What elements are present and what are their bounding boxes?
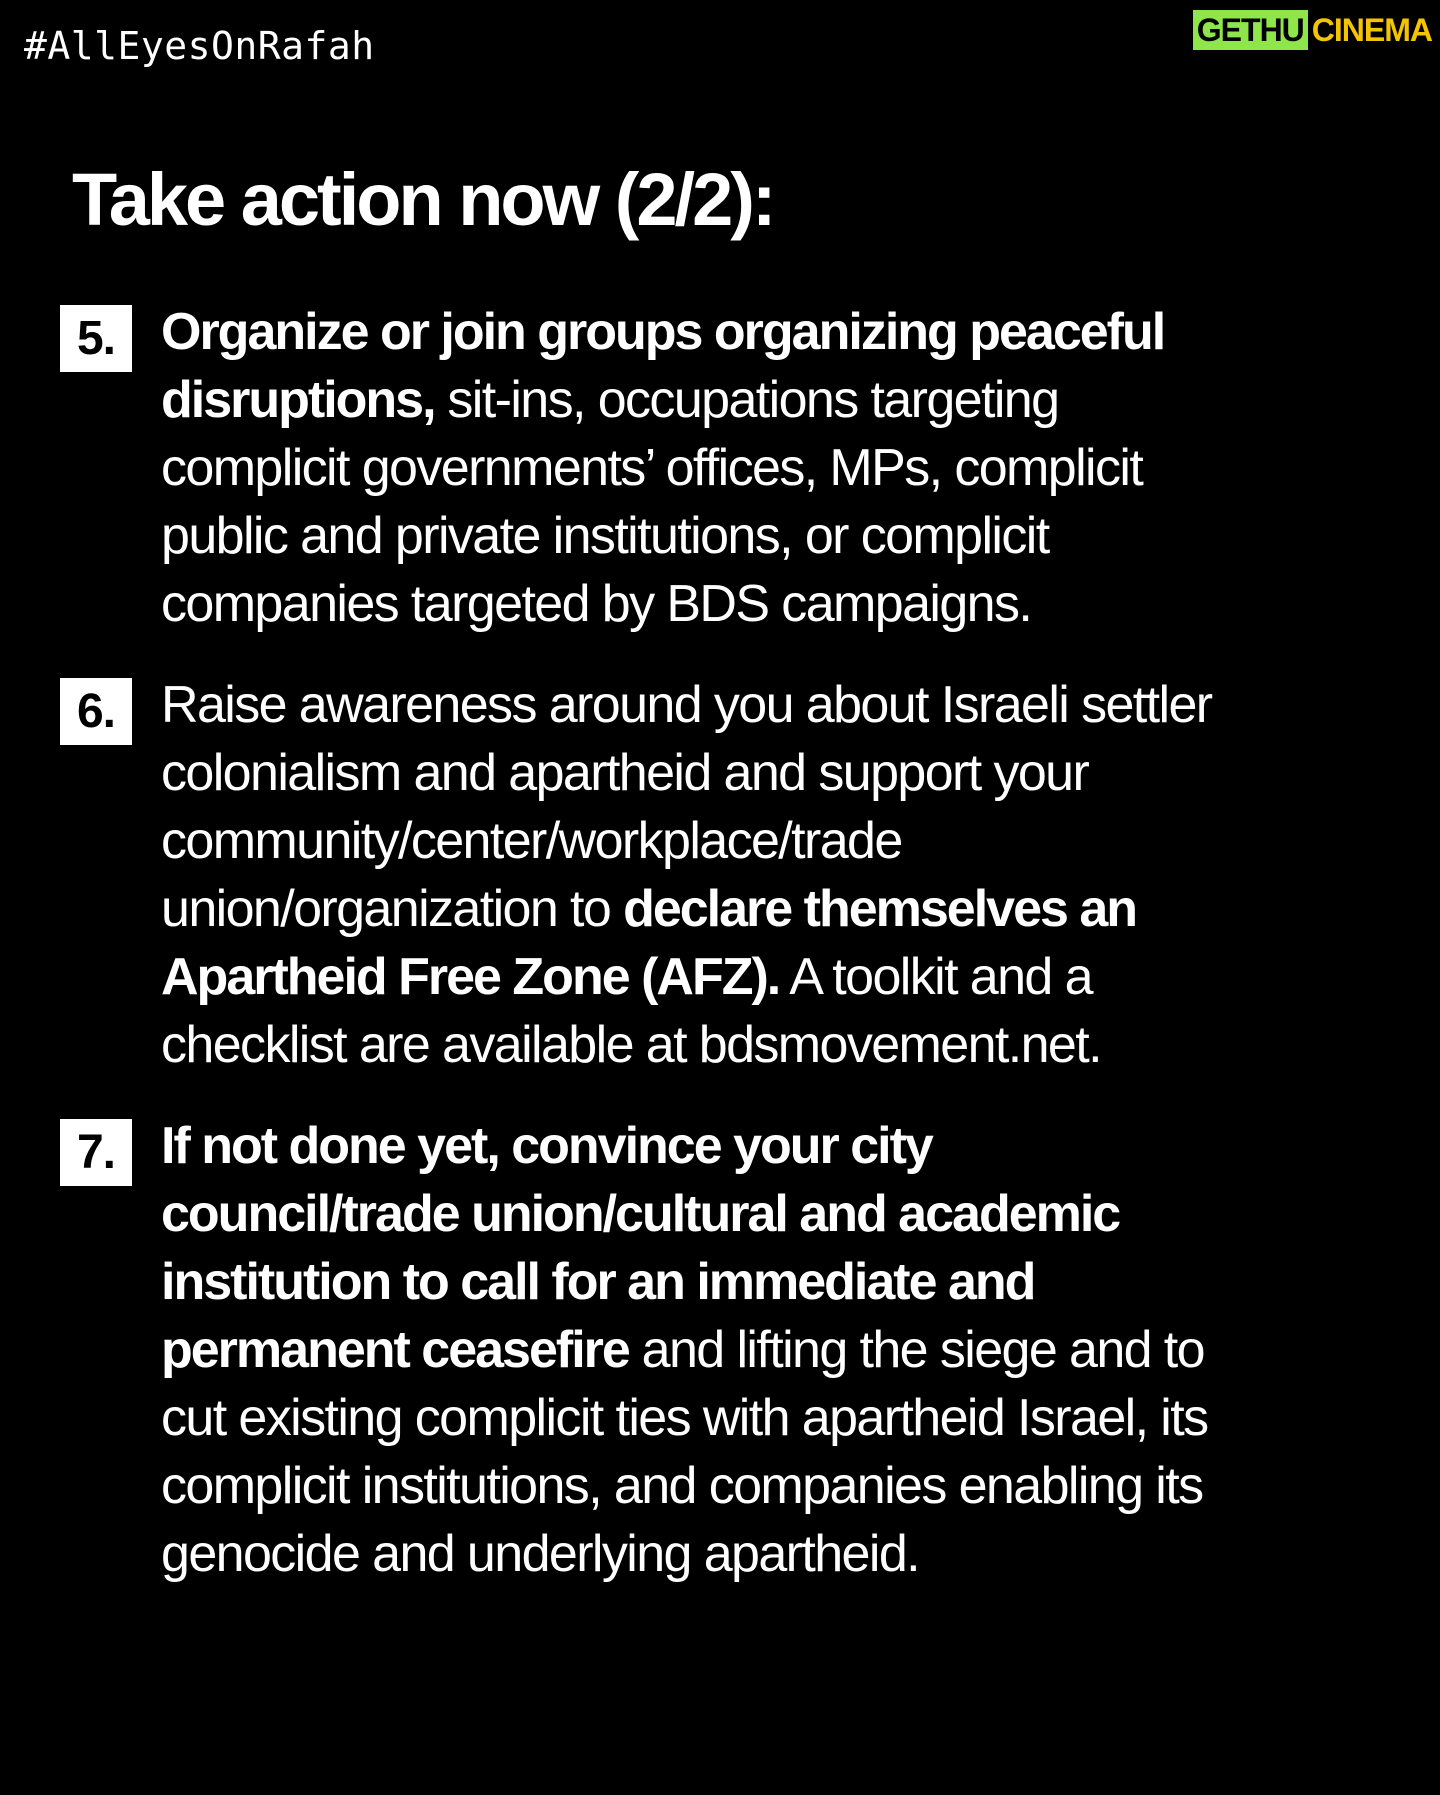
text-normal: checklist are available at bdsmovement.net. xyxy=(161,1016,1101,1074)
item-number-badge: 7. xyxy=(60,1119,132,1186)
text-bold: council/trade union/cultural and academic xyxy=(161,1185,1120,1243)
action-item-text xyxy=(161,298,1371,638)
text-bold: If not done yet, convince your city xyxy=(161,1117,932,1175)
text-normal: public and private institutions, or complicit xyxy=(161,507,1049,565)
logo-text-cinema: CINEMA xyxy=(1311,12,1432,48)
text-bold: permanent ceasefire xyxy=(161,1321,629,1379)
text-normal: colonialism and apartheid and support your xyxy=(161,744,1089,802)
text-normal: genocide and underlying apartheid. xyxy=(161,1525,919,1583)
page-title: Take action now (2/2): xyxy=(72,158,774,241)
text-normal: union/organization to xyxy=(161,880,624,938)
logo-text-gethu: GETHU xyxy=(1193,10,1308,50)
text-bold: Apartheid Free Zone (AFZ). xyxy=(161,948,780,1006)
text-bold: institution to call for an immediate and xyxy=(161,1253,1035,1311)
item-number-badge: 5. xyxy=(60,305,132,372)
text-bold: Organize or join groups organizing peaceful xyxy=(161,303,1165,361)
text-normal: sit-ins, occupations targeting xyxy=(434,371,1059,429)
text-normal: complicit institutions, and companies enabling its xyxy=(161,1457,1203,1515)
text-normal: and lifting the siege and to xyxy=(628,1321,1204,1379)
text-normal: companies targeted by BDS campaigns. xyxy=(161,575,1032,633)
hashtag-label: #AllEyesOnRafah xyxy=(24,24,375,68)
item-number-badge: 6. xyxy=(60,678,132,745)
text-bold: disruptions, xyxy=(161,371,435,429)
action-item-text xyxy=(161,671,1371,1079)
action-item-text xyxy=(161,1112,1371,1588)
brand-logo xyxy=(1193,10,1434,50)
text-bold: declare themselves an xyxy=(623,880,1137,938)
text-normal: cut existing complicit ties with apartheid Israel, its xyxy=(161,1389,1208,1447)
text-normal: A toolkit and a xyxy=(779,948,1092,1006)
text-normal: community/center/workplace/trade xyxy=(161,812,902,870)
text-normal: Raise awareness around you about Israeli settler xyxy=(161,676,1212,734)
text-normal: complicit governments’ offices, MPs, complicit xyxy=(161,439,1143,497)
